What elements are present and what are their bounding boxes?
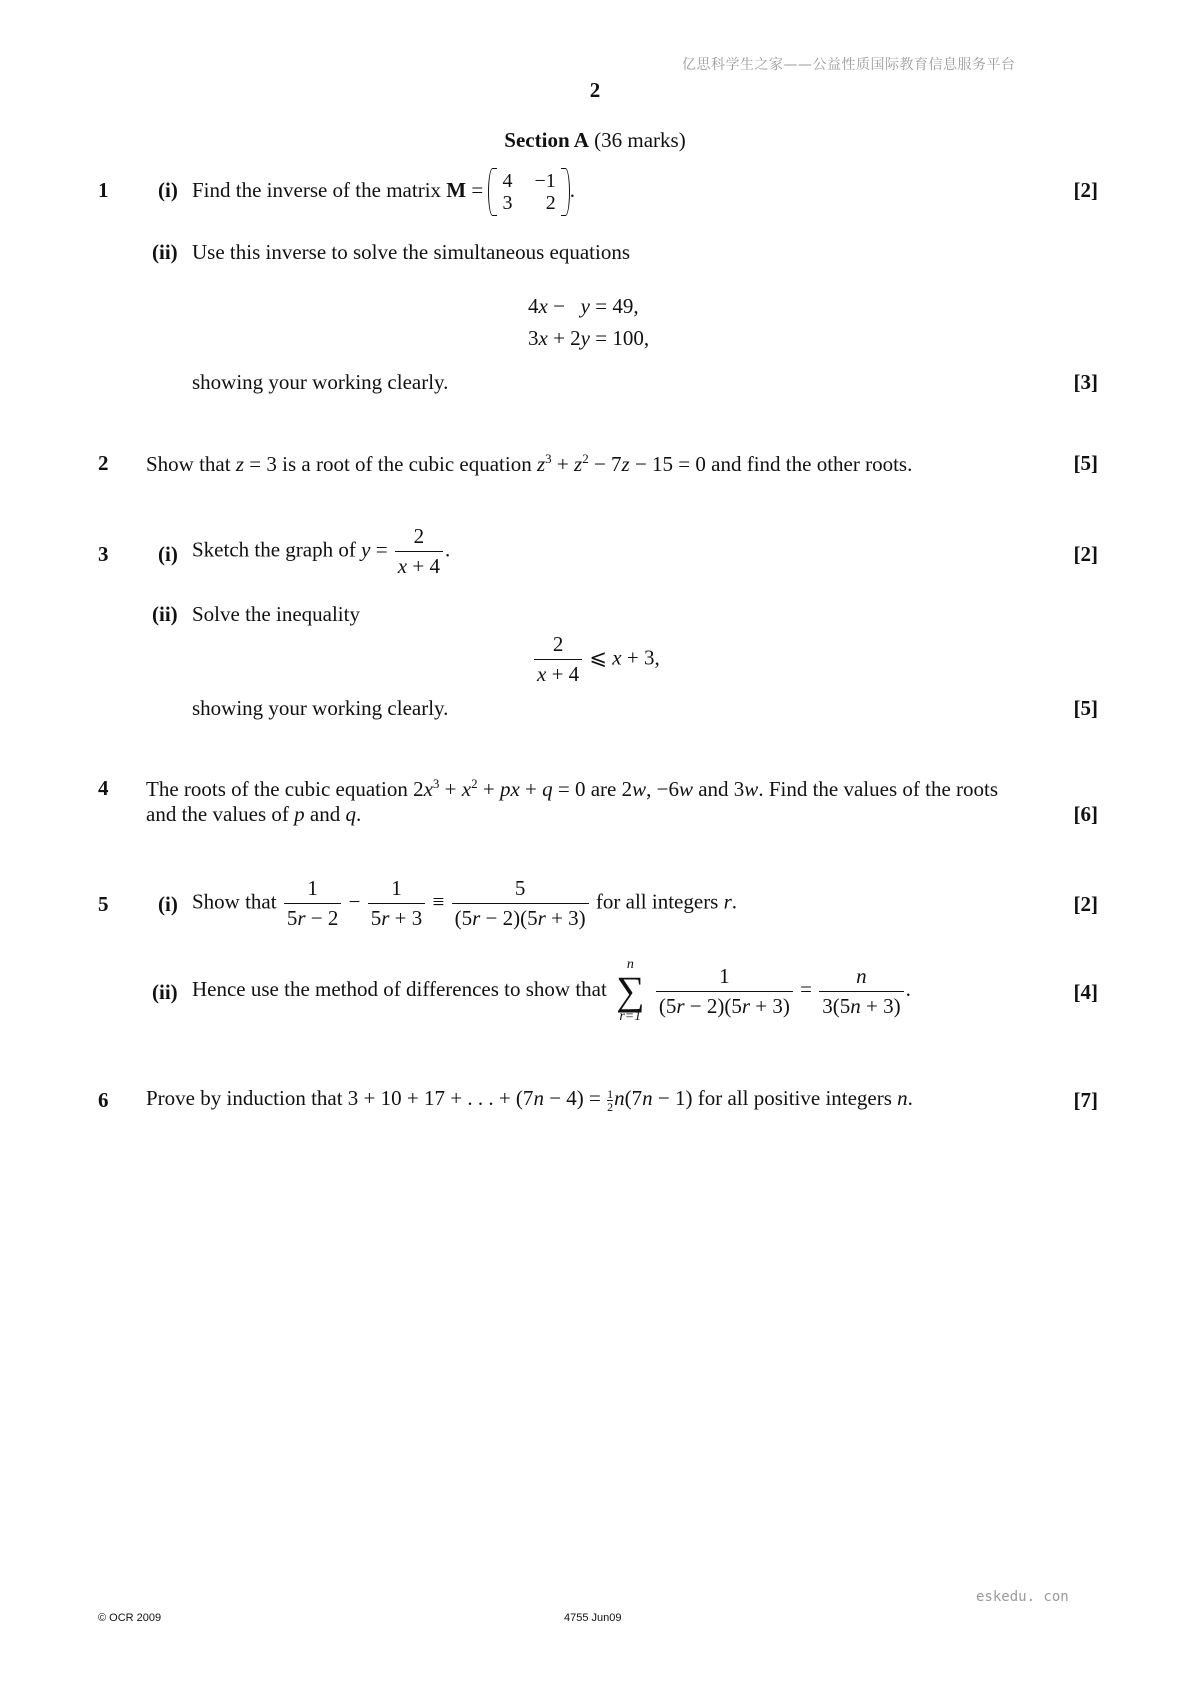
q4-line-1: The roots of the cubic equation $2x^3 + x^2$ + px + q = 0 are 2w, −6w and 3w. Find the values of the roots [146,776,999,801]
q1-part-ii-marks: [3] [1073,370,1098,394]
q3-part-ii-label: (ii) [152,602,178,626]
q3-inequality: $\frac{2}{x + 4}$ ⩽ x + 3, [532,632,660,687]
question-number-5: 5 [98,892,109,916]
q5-part-ii-prompt: Hence use the method of differences to show that [192,976,607,1001]
q5-part-i-marks: [2] [1073,892,1098,916]
section-heading [0,128,1190,153]
q5-part-ii-text: Hence use the method of differences to show that n ∑ r=1 $\frac{1}{(5r - 2)(5r + 3)}$ = $\frac{n}{3(5n + 3)}$ . [192,957,911,1024]
q6-text-a: Prove by induction that 3 + 10 + 17 + . . . + (7 [146,1086,534,1110]
summation-sign: n ∑ r=1 [616,957,645,1024]
q3-part-i-text: Sketch the graph of y = $\frac{2}{x + 4}$ . [192,524,451,578]
q1-equation-2: 3x + 2y = 100, [528,326,650,350]
section-marks: (36 marks) [594,128,686,152]
q5-part-ii-label: (ii) [152,980,178,1004]
fraction-2-over-x-plus-4: $\frac{2}{x + 4}$ [395,524,443,579]
q6-marks: [7] [1073,1088,1098,1112]
q4-line1-a: The roots of the cubic equation [146,777,408,801]
matrix-cell-12: −1 [534,170,556,193]
q5-part-i-after: for all integers [595,889,719,914]
q3-part-i-label: (i) [158,542,178,566]
footer-paper-code: 4755 Jun09 [564,1612,622,1624]
q3-part-i-prompt: Sketch the graph of [192,537,356,562]
q5-part-ii-marks: [4] [1073,980,1098,1004]
question-number-3: 3 [98,542,109,566]
q4-line1-c: Find the values of the roots [768,777,999,801]
q1-part-i-prompt: Find the inverse of the matrix [192,178,442,202]
q4-line2-a: and the values of [146,802,289,826]
q1-part-ii-after: showing your working clearly. [192,370,449,394]
matrix-cell-21: 3 [502,192,513,215]
q3-part-ii-after: showing your working clearly. [192,696,449,720]
matrix-cell-11: 4 [502,170,513,193]
matrix-m [488,170,569,214]
q1-equation-1: 4x − y = 49, [528,294,639,318]
matrix-name: M [446,178,467,202]
q5-part-i-label: (i) [158,892,178,916]
q1-part-ii-label: (ii) [152,240,178,264]
q6-text-b: for all positive integers [697,1086,892,1110]
q3-part-ii-text: Solve the inequality [192,602,360,626]
q2-text: Show that z = 3 is a root of the cubic equation $z^3 + z^2 - 7z - 15 = 0$ and find the other roots. [146,451,913,476]
q5-part-i-prompt: Show that [192,889,277,914]
q1-part-i-text: Find the inverse of the matrix M = 4 −1 3 2 . [192,170,575,215]
q3-part-i-marks: [2] [1073,542,1098,566]
q5-part-i-text: Show that $\frac{1}{5r - 2}$ − $\frac{1}{5r + 3}$ ≡ $\frac{5}{(5r - 2)(5r + 3)}$ for all integers r. [192,876,738,930]
q2-text-c: and find the other roots. [711,452,913,476]
page-number: 2 [589,78,601,102]
question-number-4: 4 [98,776,109,800]
q4-line-2: and the values of p and q. [146,802,362,826]
site-watermark: eskedu. con [976,1589,1069,1605]
question-number-6: 6 [98,1088,109,1112]
q6-text: Prove by induction that 3 + 10 + 17 + . . . + (7n − 4) = $\frac{1}{2}$ n(7n − 1) for all positive integers n. [146,1086,913,1114]
q3-part-ii-marks: [5] [1073,696,1098,720]
q2-marks: [5] [1073,451,1098,475]
question-number-1: 1 [98,178,109,202]
section-title: Section A [504,128,589,152]
q4-line1-b: are [590,777,617,801]
q1-part-i-marks: [2] [1073,178,1098,202]
question-number-2: 2 [98,451,109,475]
q2-text-a: Show that [146,452,231,476]
q4-marks: [6] [1073,802,1098,826]
matrix-cell-22: 2 [545,192,556,215]
q1-part-ii-text: Use this inverse to solve the simultaneous equations [192,240,631,264]
q1-part-i-label: (i) [158,178,178,202]
q4-line2-b: and [309,802,341,826]
watermark-text: 亿思科学生之家——公益性质国际教育信息服务平台 [682,57,1016,73]
footer-copyright: © OCR 2009 [98,1612,162,1624]
